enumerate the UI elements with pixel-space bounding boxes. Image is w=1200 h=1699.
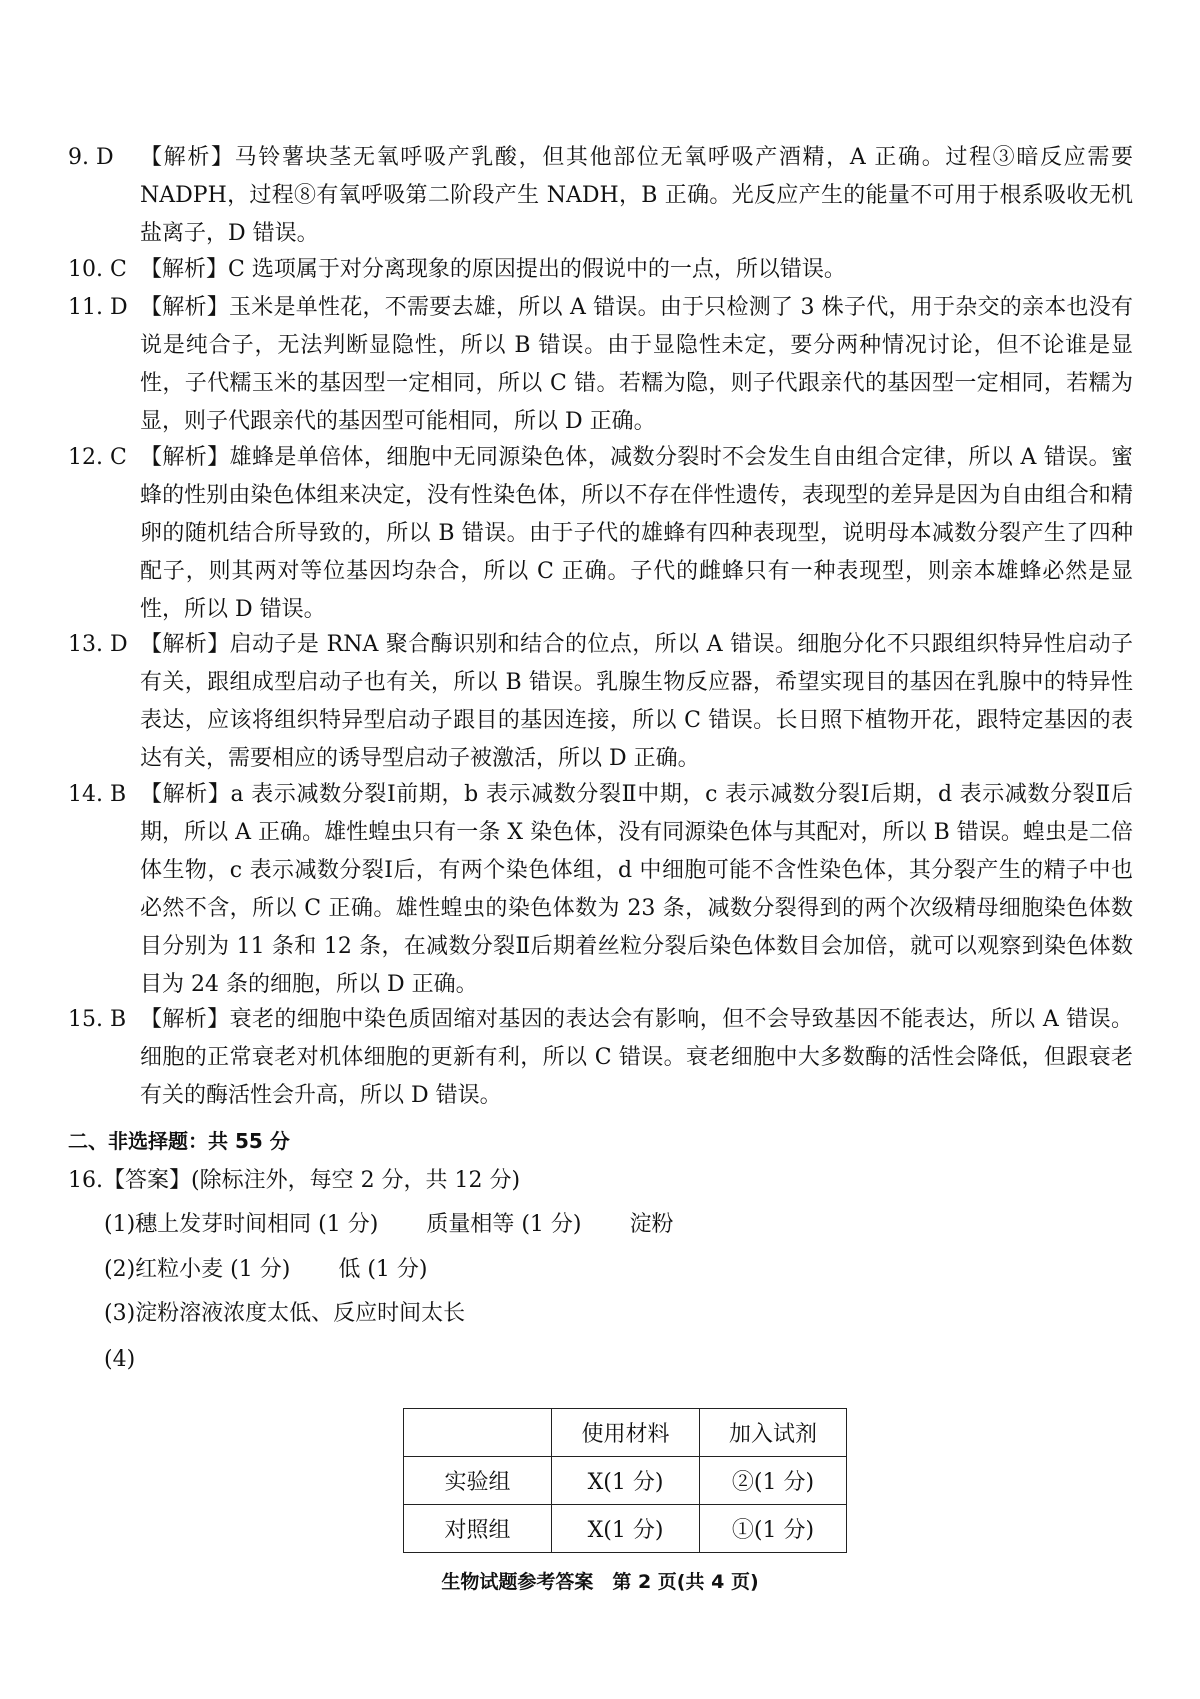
answer-table	[403, 1408, 847, 1553]
q16-part-1	[104, 1207, 674, 1243]
section-title: 二、非选择题：共 55 分	[68, 1129, 290, 1153]
question-9	[68, 139, 1133, 253]
table-header-cell: 加入试剂	[700, 1409, 847, 1457]
table-header-row	[404, 1409, 847, 1457]
q16-part-3: (3)淀粉溶液浓度太低、反应时间太长	[104, 1301, 466, 1326]
q16-part-4: (4)	[104, 1347, 136, 1372]
q16-part-2-b: 低 (1 分)	[338, 1257, 428, 1282]
table-row	[404, 1505, 847, 1553]
q16-part-1-a: (1)穗上发芽时间相同 (1 分)	[104, 1212, 379, 1237]
analysis-text: 启动子是 RNA 聚合酶识别和结合的位点，所以 A 错误。细胞分化不只跟组织特异性启动子有关，跟组成型启动子也有关，所以 B 错误。乳腺生物反应器，希望实现目的基因在乳腺中的特异性表达，应该将组织特异型启动子跟目的基因连接，所以 C 错误。长日照下植物开花，跟特定基因的表达有关，需要相应的诱导型启动子被激活，所以 D 正确。	[140, 632, 1133, 771]
question-11	[68, 289, 1133, 441]
analysis-text: a 表示减数分裂Ⅰ前期，b 表示减数分裂Ⅱ中期，c 表示减数分裂Ⅰ后期，d 表示减数分裂Ⅱ后期，所以 A 正确。雄性蝗虫只有一条 X 染色体，没有同源染色体与其配对，所以 B 错误。蝗虫是二倍体生物，c 表示减数分裂Ⅰ后，有两个染色体组，d 中细胞可能不含性染色体，其分裂产生的精子中也必然不含，所以 C 正确。雄性蝗虫的染色体数为 23 条，减数分裂得到的两个次级精母细胞染色体数目分别为 11 条和 12 条，在减数分裂Ⅱ后期着丝粒分裂后染色体数目会加倍，就可以观察到染色体数目为 24 条的细胞，所以 D 正确。	[140, 782, 1133, 997]
analysis-tag: 【解析】	[140, 257, 229, 282]
analysis-text: 马铃薯块茎无氧呼吸产乳酸，但其他部位无氧呼吸产酒精，A 正确。过程③暗反应需要 NADPH，过程⑧有氧呼吸第二阶段产生 NADH，B 正确。光反应产生的能量不可用于根系吸收无机盐离子，D 错误。	[140, 145, 1133, 246]
table-header-cell	[404, 1409, 552, 1457]
analysis-tag: 【解析】	[140, 295, 229, 320]
analysis-text: 衰老的细胞中染色质固缩对基因的表达会有影响，但不会导致基因不能表达，所以 A 错误。细胞的正常衰老对机体细胞的更新有利，所以 C 错误。衰老细胞中大多数酶的活性会降低，但跟衰老有关的酶活性会升高，所以 D 错误。	[140, 1007, 1133, 1108]
q16-part-1-b: 质量相等 (1 分)	[426, 1212, 582, 1237]
question-number: 14. B	[68, 782, 127, 807]
question-number: 13. D	[68, 632, 128, 657]
analysis-text: C 选项属于对分离现象的原因提出的假说中的一点，所以错误。	[228, 257, 846, 282]
question-number: 15. B	[68, 1007, 127, 1032]
table-row	[404, 1457, 847, 1505]
table-cell: X(1 分)	[552, 1505, 700, 1553]
table-cell: ②(1 分)	[700, 1457, 847, 1505]
question-number: 10. C	[68, 257, 127, 282]
question-15	[68, 1001, 1133, 1115]
question-number: 9. D	[68, 145, 114, 170]
question-number: 11. D	[68, 295, 128, 320]
q16-part-2	[104, 1252, 427, 1288]
analysis-text: 玉米是单性花，不需要去雄，所以 A 错误。由于只检测了 3 株子代，用于杂交的亲本也没有说是纯合子，无法判断显隐性，所以 B 错误。由于显隐性未定，要分两种情况讨论，但不论谁是显性，子代糯玉米的基因型一定相同，所以 C 错。若糯为隐，则子代跟亲代的基因型一定相同，若糯为显，则子代跟亲代的基因型可能相同，所以 D 正确。	[140, 295, 1133, 434]
analysis-tag: 【解析】	[140, 782, 231, 807]
table-cell: ①(1 分)	[700, 1505, 847, 1553]
question-number: 12. C	[68, 445, 127, 470]
q16-part-1-c: 淀粉	[629, 1212, 674, 1237]
table-cell: 对照组	[404, 1505, 552, 1553]
table-cell: 实验组	[404, 1457, 552, 1505]
question-13	[68, 626, 1133, 778]
analysis-tag: 【解析】	[140, 145, 235, 170]
q16-part-2-a: (2)红粒小麦 (1 分)	[104, 1257, 291, 1282]
q16-header: 16.【答案】(除标注外，每空 2 分，共 12 分)	[68, 1168, 521, 1193]
question-12	[68, 439, 1133, 629]
question-10	[68, 251, 1133, 289]
analysis-tag: 【解析】	[140, 1007, 230, 1032]
analysis-tag: 【解析】	[140, 632, 230, 657]
analysis-text: 雄蜂是单倍体，细胞中无同源染色体，减数分裂时不会发生自由组合定律，所以 A 错误。蜜蜂的性别由染色体组来决定，没有性染色体，所以不存在伴性遗传，表现型的差异是因为自由组合和精卵的随机结合所导致的，所以 B 错误。由于子代的雄蜂有四种表现型，说明母本减数分裂产生了四种配子，则其两对等位基因均杂合，所以 C 正确。子代的雌蜂只有一种表现型，则亲本雄蜂必然是显性，所以 D 错误。	[140, 445, 1133, 622]
table-cell: X(1 分)	[552, 1457, 700, 1505]
page-footer: 生物试题参考答案 第 2 页(共 4 页)	[441, 1571, 759, 1593]
question-14	[68, 776, 1133, 1004]
table-header-cell: 使用材料	[552, 1409, 700, 1457]
analysis-tag: 【解析】	[140, 445, 230, 470]
